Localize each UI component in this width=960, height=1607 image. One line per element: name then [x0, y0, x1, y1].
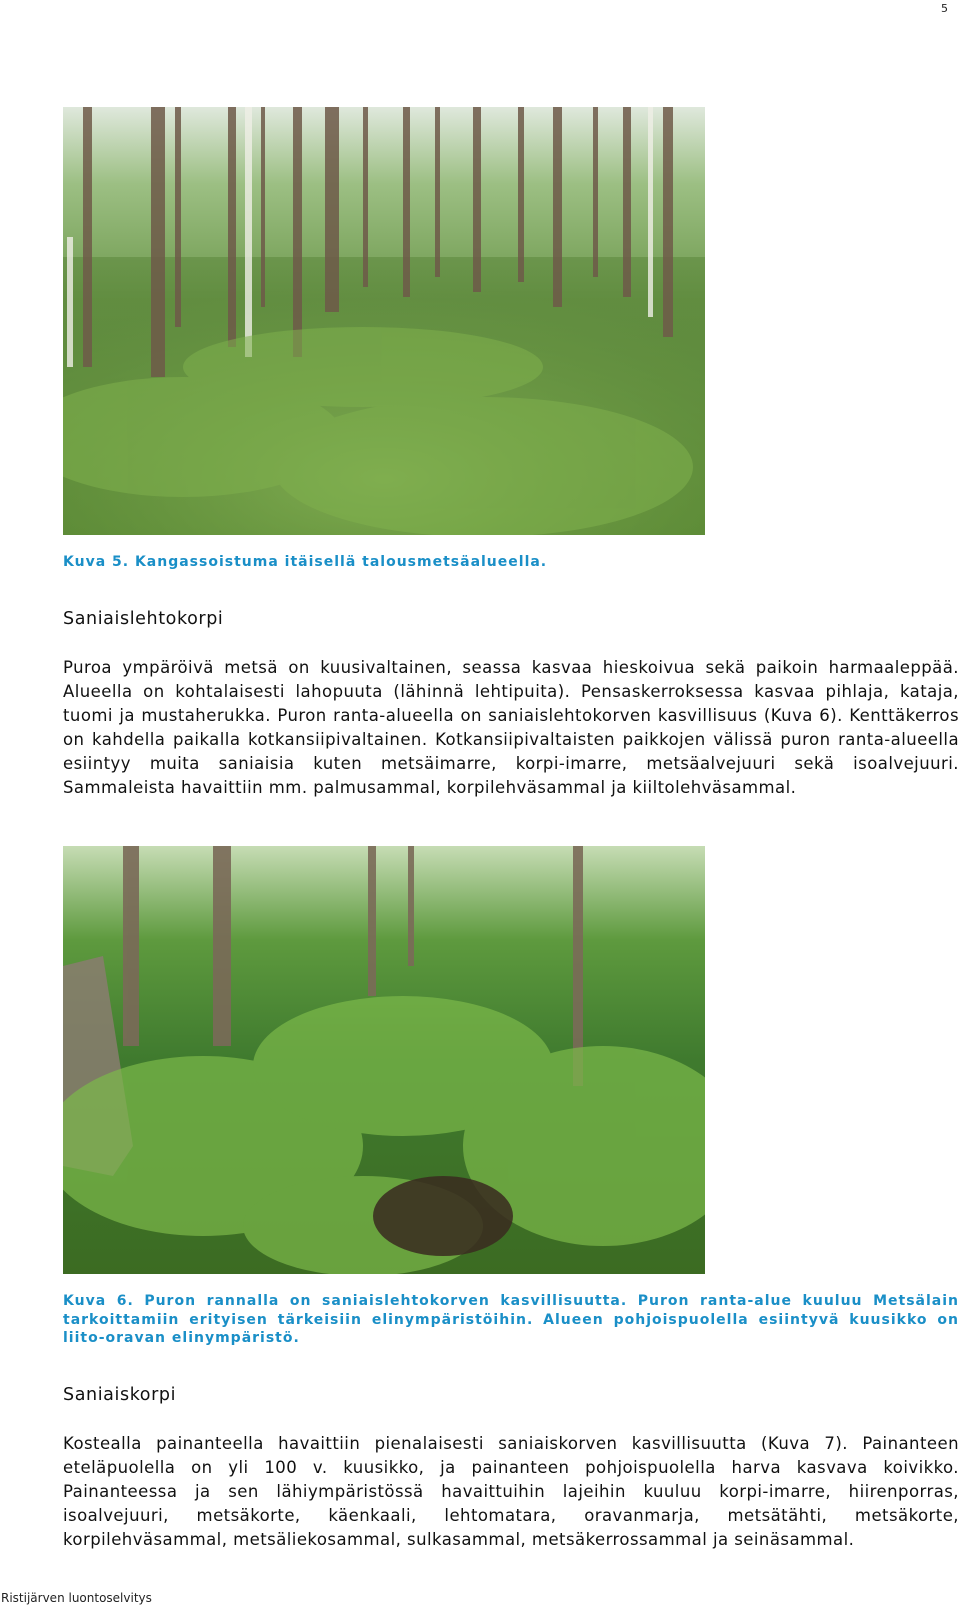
photo-caption-1: Kuva 5. Kangassoistuma itäisellä talousmetsäalueella.	[63, 554, 548, 570]
fern-photo-icon	[63, 846, 705, 1274]
photo-caption-2: Kuva 6. Puron rannalla on saniaislehtokorven kasvillisuutta. Puron ranta-alue kuuluu Metsälain tarkoittamiin erityisen tärkeisiin elinympäristöihin. Alueen pohjoispuolella esiintyvä kuusikko on liito-oravan elinympäristö.	[63, 1293, 959, 1346]
section-heading-saniaiskorpi: Saniaiskorpi	[63, 1385, 177, 1405]
forest-photo-icon	[63, 107, 705, 535]
page-number: 5	[941, 2, 948, 15]
forest-photo	[63, 107, 705, 535]
section-heading-saniaislehtokorpi: Saniaislehtokorpi	[63, 609, 224, 629]
section-paragraph-2: Kostealla painanteella havaittiin pienalaisesti saniaiskorven kasvillisuutta (Kuva 7). Painanteen eteläpuolella on yli 100 v. kuusikko, ja painanteen pohjoispuolella harva kasvava koivikko. Painanteessa ja sen lähiympäristössä havaittuihin lajeihin kuuluu korpi-imarre, hiirenporras, isoalvejuuri, metsäkorte, käenkaali, lehtomatara, oravanmarja, metsätähti, metsäkorte, korpilehväsammal, metsäliekosammal, sulkasammal, metsäkerrossammal ja seinäsammal.	[63, 1434, 959, 1549]
section-paragraph-1: Puroa ympäröivä metsä on kuusivaltainen, seassa kasvaa hieskoivua sekä paikoin harmaaleppää. Alueella on kohtalaisesti lahopuuta (lähinnä lehtipuita). Pensaskerroksessa kasvaa pihlaja, kataja, tuomi ja mustaherukka. Puron ranta-alueella on saniaislehtokorven kasvillisuus (Kuva 6). Kenttäkerros on kahdella paikalla kotkansiipivaltainen. Kotkansiipivaltaisten paikkojen välissä puron ranta-alueella esiintyy muita saniaisia kuten metsäimarre, korpi-imarre, metsäalvejuuri sekä isoalvejuuri. Sammaleista havaittiin mm. palmusammal, korpilehväsammal ja kiiltolehväsammal.	[63, 658, 959, 797]
fern-photo	[63, 846, 705, 1274]
document-footer: Ristijärven luontoselvitys	[1, 1591, 152, 1605]
